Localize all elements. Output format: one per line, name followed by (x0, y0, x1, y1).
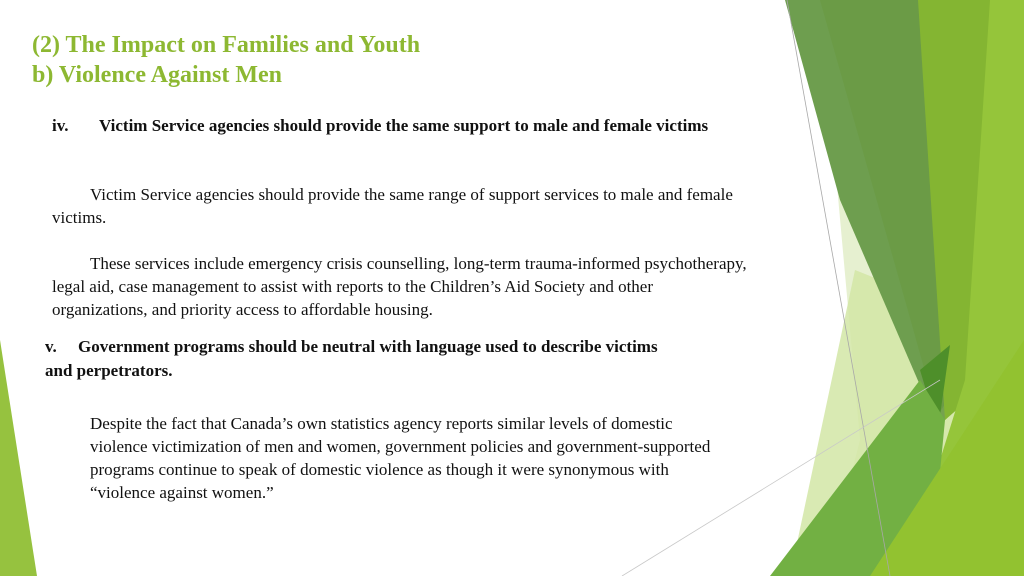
title-line-2: b) Violence Against Men (32, 62, 282, 88)
section-v-heading (45, 335, 685, 383)
section-iv-paragraph-1 (52, 183, 742, 229)
section-v-heading-text: Government programs should be neutral with language used to describe victims and perpetrators. (45, 337, 658, 380)
section-v-paragraph-1-text: Despite the fact that Canada’s own statistics agency reports similar levels of domestic violence victimization of men and women, government policies and government-supported programs continue to speak of domestic violence as though it were synonymous with “violence against women.” (90, 414, 711, 502)
section-iv-number: iv. (52, 116, 69, 135)
title-line-1: (2) The Impact on Families and Youth (32, 32, 421, 58)
section-iv-paragraph-2-text: These services include emergency crisis counselling, long-term trauma-informed psychotherapy, legal aid, case management to assist with reports to the Children’s Aid Society and other organizations, and priority access to affordable housing. (52, 254, 747, 319)
section-v-paragraph-1 (90, 412, 730, 504)
left-triangle-shape (0, 340, 37, 576)
section-iv-paragraph-1-text: Victim Service agencies should provide the same range of support services to male and female victims. (52, 185, 733, 227)
section-iv-heading (52, 114, 732, 138)
section-v-number: v. (45, 337, 57, 356)
slide-title (32, 30, 420, 90)
section-iv-heading-text: Victim Service agencies should provide the same support to male and female victims (99, 116, 709, 135)
section-iv-paragraph-2 (52, 252, 752, 321)
